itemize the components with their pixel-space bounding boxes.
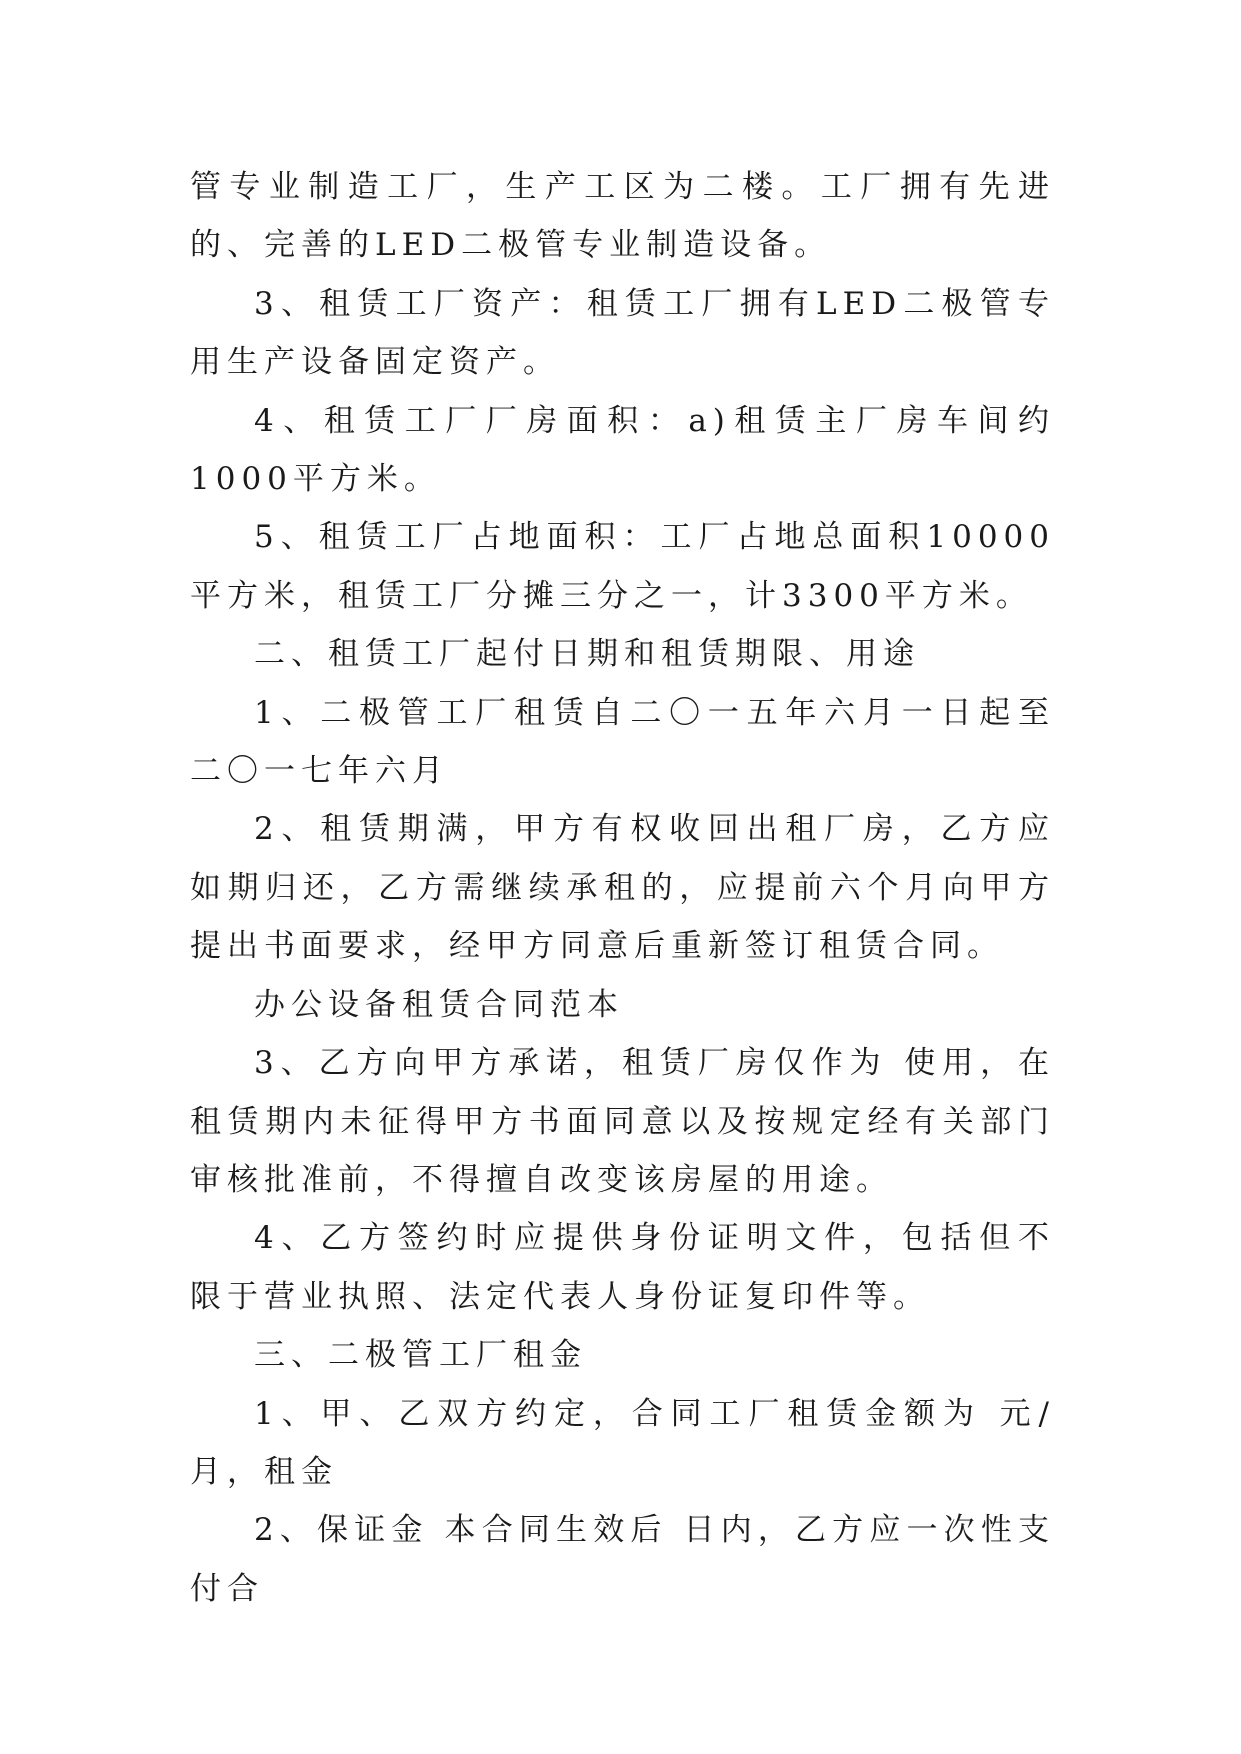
document-body — [190, 158, 1055, 1618]
paragraph-4: 5、租赁工厂占地面积：工厂占地总面积10000平方米，租赁工厂分摊三分之一，计3300平方米。 — [190, 519, 1055, 614]
paragraph-1: 管专业制造工厂，生产工区为二楼。工厂拥有先进的、完善的LED二极管专业制造设备。 — [190, 169, 1055, 264]
inserted-title: 办公设备租赁合同范本 — [254, 986, 624, 1023]
paragraph-8: 4、乙方签约时应提供身份证明文件，包括但不限于营业执照、法定代表人身份证复印件等。 — [190, 1220, 1055, 1315]
paragraph-3: 4、租赁工厂厂房面积：a)租赁主厂房车间约1000平方米。 — [190, 402, 1055, 498]
section-heading-3: 三、二极管工厂租金 — [254, 1337, 587, 1374]
paragraph-10: 2、保证金 本合同生效后 日内，乙方应一次性支付合 — [190, 1512, 1055, 1607]
paragraph-9: 1、甲、乙双方约定，合同工厂租赁金额为 元/月，租金 — [190, 1395, 1055, 1490]
section-heading-2: 二、租赁工厂起付日期和租赁期限、用途 — [254, 636, 920, 673]
paragraph-6: 2、租赁期满，甲方有权收回出租厂房，乙方应如期归还，乙方需继续承租的，应提前六个月向甲方提出书面要求，经甲方同意后重新签订租赁合同。 — [190, 811, 1055, 965]
paragraph-2: 3、租赁工厂资产：租赁工厂拥有LED二极管专用生产设备固定资产。 — [190, 285, 1055, 381]
paragraph-5: 1、二极管工厂租赁自二〇一五年六月一日起至二〇一七年六月 — [190, 694, 1055, 790]
paragraph-7: 3、乙方向甲方承诺，租赁厂房仅作为 使用，在租赁期内未征得甲方书面同意以及按规定经有关部门审核批准前，不得擅自改变该房屋的用途。 — [190, 1045, 1055, 1198]
